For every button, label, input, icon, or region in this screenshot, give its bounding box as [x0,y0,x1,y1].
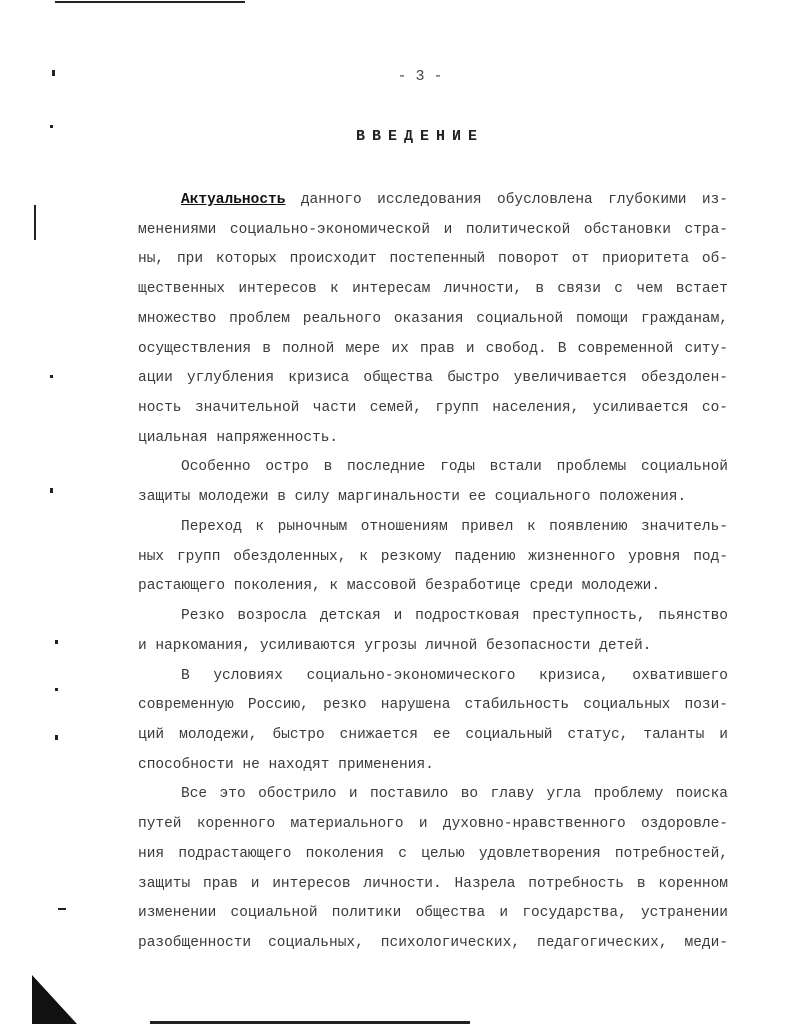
text-line: изменении социальной политики общества и государства, устранении [138,905,728,922]
text-line: растающего поколения, к массовой безработице среди молодежи. [138,578,661,595]
text-line: способности не находят применения. [138,756,434,773]
document-body [138,186,728,959]
section-heading: ВВЕДЕНИЕ [355,128,484,145]
text-line: защиты прав и интересов личности. Назрела потребность в коренном [138,875,728,892]
text-line: В условиях социально-экономического кризиса, охватившего [181,667,728,684]
scan-edge-line [55,1,245,3]
text-line: менениями социально-экономической и политической обстановки стра- [138,221,728,238]
text-line: циальная напряженность. [138,429,339,446]
scan-speck [55,640,58,644]
text-line: разобщенности социальных, психологических, педагогических, меди- [138,934,728,951]
scan-speck [50,488,53,493]
scan-speck [50,375,53,378]
scan-speck [34,205,36,240]
text-line: защиты молодежи в силу маргинальности ее социального положения. [138,489,687,506]
text-line: Особенно остро в последние годы встали проблемы социальной [181,459,728,476]
scan-speck [55,688,58,691]
text-line: ния подрастающего поколения с целью удовлетворения потребностей, [138,845,728,862]
text-line: ных групп обездоленных, к резкому падению жизненного уровня под- [138,548,728,565]
text-line: путей коренного материального и духовно-нравственного оздоровле- [138,816,728,833]
scan-speck [55,735,58,740]
text-line [138,186,728,216]
text-line: щественных интересов к интересам личности, в связи с чем встает [138,281,728,298]
text-line: ны, при которых происходит постепенный поворот от приоритета об- [138,251,728,268]
keyword-term: Актуальность [181,192,286,208]
text-line: и наркомания, усиливаются угрозы личной безопасности детей. [138,637,652,654]
text-line: множество проблем реального оказания социальной помощи гражданам, [138,310,728,327]
scan-corner-shadow [32,975,77,1024]
text-line: ность значительной части семей, групп населения, усиливается со- [138,400,728,417]
text-line: осуществления в полной мере их прав и свобод. В современной ситу- [138,340,728,357]
line-text: данного исследования обусловлена глубокими из- [285,192,728,208]
text-line: Резко возросла детская и подростковая преступность, пьянство [181,608,728,625]
text-line: Все это обострило и поставило во главу угла проблему поиска [181,786,728,803]
scan-speck [58,908,66,910]
text-line: современную Россию, резко нарушена стабильность социальных пози- [138,697,728,714]
text-line: ций молодежи, быстро снижается ее социальный статус, таланты и [138,726,728,743]
text-line: ации углубления кризиса общества быстро увеличивается обездолен- [138,370,728,387]
page-number: - 3 - [397,68,443,85]
text-line: Переход к рыночным отношениям привел к появлению значитель- [181,518,728,535]
